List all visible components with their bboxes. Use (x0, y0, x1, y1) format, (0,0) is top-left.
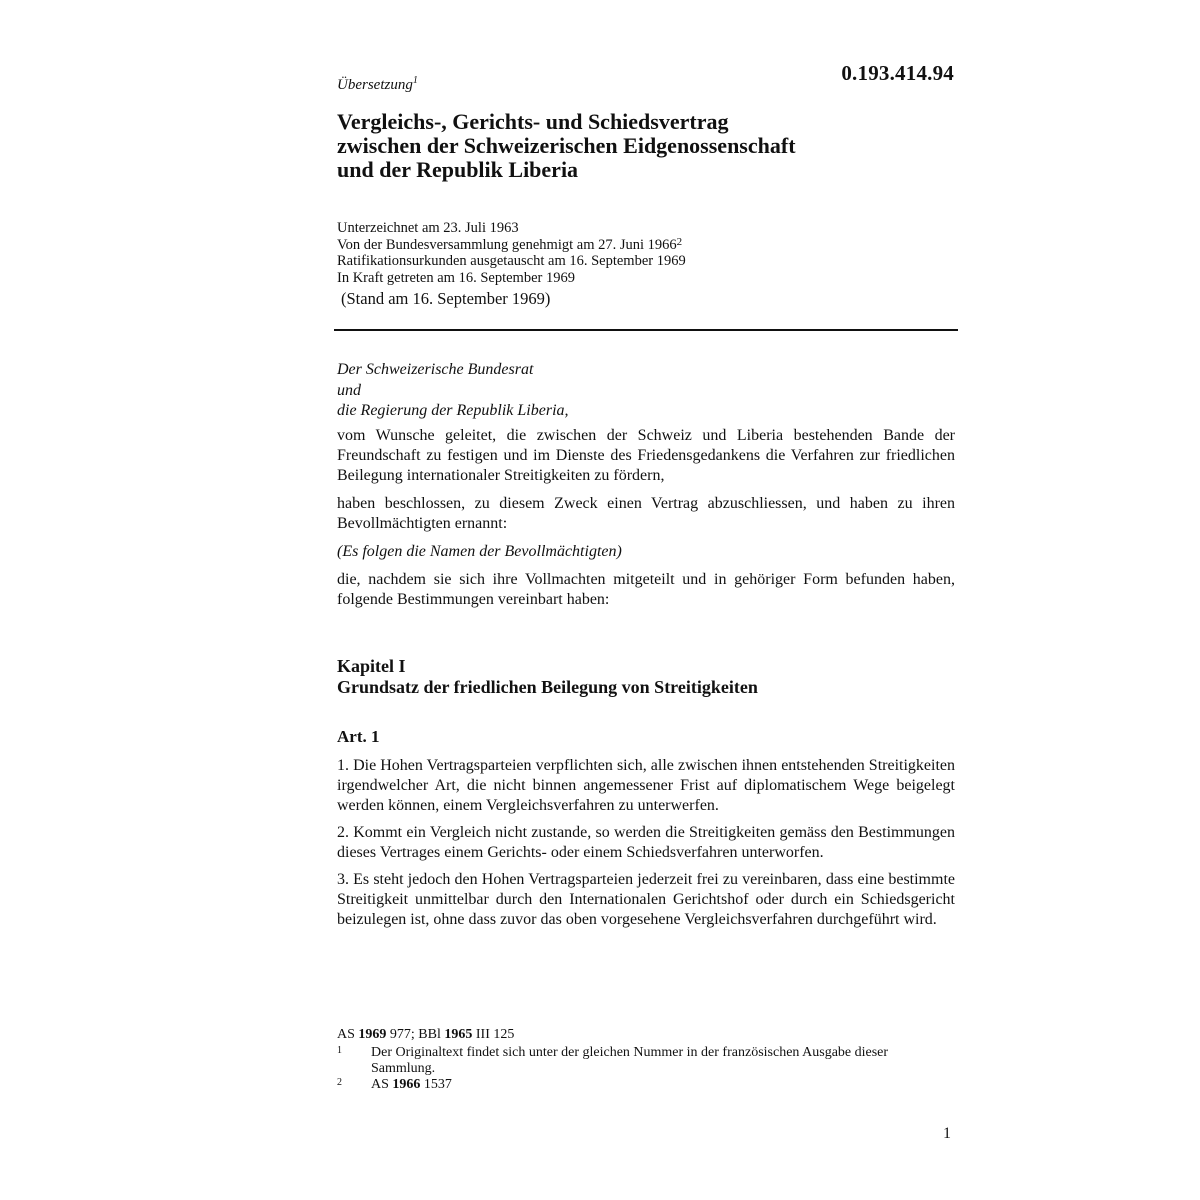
article-body (337, 756, 955, 937)
footnote-as-year: 1966 (392, 1077, 421, 1092)
date-signed: Unterzeichnet am 23. Juli 1963 (337, 220, 519, 236)
footnote-as-page: 1537 (420, 1077, 452, 1092)
chapter-heading (337, 656, 758, 698)
status-date: (Stand am 16. September 1969) (341, 289, 551, 308)
footnote-number: 1 (337, 1045, 342, 1056)
footnote-ref-1: 1 (412, 75, 418, 86)
footnote-text: Der Originaltext findet sich unter der gleichen Nummer in der französischen Ausgabe dieser Sammlung. (371, 1045, 889, 1076)
footnotes (337, 1027, 955, 1093)
preamble-paragraph: haben beschlossen, zu diesem Zweck einen Vertrag abzuschliessen, und haben zu ihren Bevollmächtigten ernannt: (337, 494, 955, 532)
document-title (337, 110, 957, 182)
footnote-1 (337, 1045, 955, 1077)
article-paragraph: 3. Es steht jedoch den Hohen Vertragsparteien jederzeit frei zu vereinbaren, dass eine bestimmte Streitigkeit unmittelbar durch den Internationalen Gerichtshof oder durch ein Schiedsgericht beizulegen ist, ohne dass zuvor das oben vorgesehene Vergleichsverfahren durchgeführt wird. (337, 871, 955, 928)
header-divider (334, 329, 958, 331)
source-as-page: 977; BBl (386, 1027, 445, 1042)
title-line-3: und der Republik Liberia (337, 157, 579, 182)
source-bbl-year: 1965 (444, 1027, 473, 1042)
date-approved (337, 237, 686, 254)
footnote-as-label: AS (371, 1077, 393, 1092)
date-approved-text: Von der Bundesversammlung genehmigt am 27. Juni 1966 (337, 236, 677, 253)
translation-text: Übersetzung (337, 77, 413, 93)
article-paragraph: 1. Die Hohen Vertragsparteien verpflichten sich, alle zwischen ihnen entstehenden Streitigkeiten irgendwelcher Art, die nicht binnen angemessener Frist auf diplomatischem Wege beigelegt werden können, einem Vergleichsverfahren zu unterwerfen. (337, 757, 955, 814)
date-ratified: Ratifikationsurkunden ausgetauscht am 16. September 1969 (337, 253, 686, 269)
footnote-text (371, 1077, 931, 1093)
footnote-ref-2: 2 (676, 235, 683, 248)
preamble-paragraph: die, nachdem sie sich ihre Vollmachten mitgeteilt und in gehöriger Form befunden haben, folgende Bestimmungen vereinbart haben: (337, 570, 955, 608)
source-bbl-ref: III 125 (472, 1027, 515, 1042)
preamble-paragraph: vom Wunsche geleitet, die zwischen der Schweiz und Liberia bestehenden Bande der Freundschaft zu festigen und im Dienste des Friedensgedankens die Verfahren zur friedlichen Beilegung internationaler Streitigkeiten zu fördern, (337, 426, 955, 484)
party-switzerland: Der Schweizerische Bundesrat (337, 361, 534, 378)
translation-label (337, 75, 418, 94)
preamble (337, 360, 955, 618)
source-as-year: 1969 (358, 1027, 387, 1042)
chapter-title: Grundsatz der friedlichen Beilegung von Streitigkeiten (337, 677, 758, 697)
footnote-number: 2 (337, 1077, 342, 1088)
contracting-parties (337, 360, 955, 422)
source-as-label: AS (337, 1027, 359, 1042)
treaty-dates (337, 220, 686, 286)
title-line-2: zwischen der Schweizerischen Eidgenossenschaft (337, 133, 796, 158)
party-conjunction: und (337, 381, 361, 399)
sr-number: 0.193.414.94 (841, 61, 954, 85)
party-liberia: die Regierung der Republik Liberia, (337, 402, 569, 419)
preamble-plenipotentiaries: (Es folgen die Namen der Bevollmächtigten) (337, 542, 622, 560)
page-number: 1 (943, 1125, 951, 1142)
source-reference (337, 1027, 955, 1043)
article-paragraph: 2. Kommt ein Vergleich nicht zustande, so werden die Streitigkeiten gemäss den Bestimmungen dieses Vertrages einem Gerichts- oder einem Schiedsverfahren unterworfen. (337, 824, 955, 861)
footnote-2 (337, 1077, 955, 1093)
date-in-force: In Kraft getreten am 16. September 1969 (337, 269, 575, 286)
title-line-1: Vergleichs-, Gerichts- und Schiedsvertrag (337, 109, 729, 134)
article-heading: Art. 1 (337, 727, 380, 746)
chapter-number: Kapitel I (337, 656, 406, 676)
